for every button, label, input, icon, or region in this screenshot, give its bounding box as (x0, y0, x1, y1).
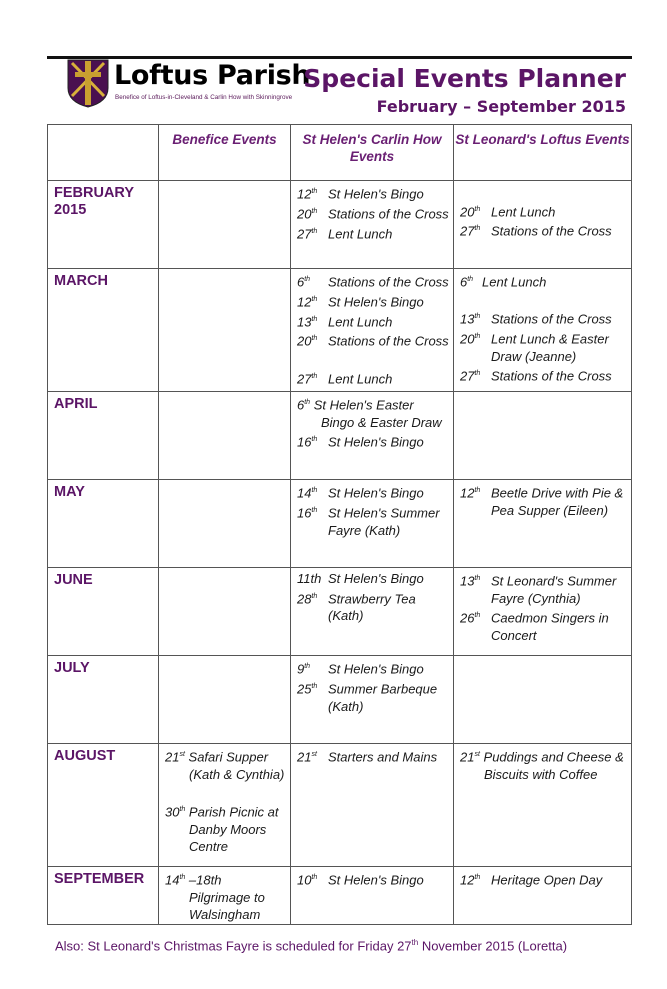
event-date: 14th (297, 485, 318, 501)
event-date: 21st (460, 749, 480, 765)
event-item (297, 431, 449, 451)
event-date: 27th (460, 223, 481, 239)
events-cell-benefice (159, 181, 291, 269)
event-text: St Helen's Bingo (328, 186, 424, 202)
event-date: 20th (460, 203, 481, 219)
event-item (460, 201, 627, 221)
event-text: St Helen's Easter Bingo & Easter Draw (310, 397, 442, 430)
event-item (297, 203, 449, 223)
events-cell-st-helens (291, 867, 454, 925)
event-date: 20th (297, 206, 318, 222)
event-item (297, 658, 449, 678)
events-cell-st-leonards (454, 392, 632, 480)
page-title: Special Events Planner (303, 64, 626, 93)
table-row (48, 480, 632, 568)
event-date: 30th (165, 804, 186, 820)
events-cell-benefice (159, 392, 291, 480)
event-date: 20th (297, 333, 318, 349)
event-date: 12th (297, 186, 318, 202)
event-item (460, 220, 627, 240)
event-item (460, 746, 627, 783)
event-item (297, 330, 449, 350)
event-item (297, 223, 449, 243)
events-cell-st-helens (291, 568, 454, 656)
events-cell-st-leonards (454, 744, 632, 867)
event-item (460, 482, 627, 519)
event-text: Parish Picnic at Danby Moors Centre (185, 804, 279, 855)
event-date: 27th (297, 371, 318, 387)
event-text: Stations of the Cross (491, 311, 612, 327)
event-date: 21st (165, 749, 185, 765)
table-row (48, 568, 632, 656)
event-item (297, 183, 449, 203)
event-text: Beetle Drive with Pie & Pea Supper (Eileen) (491, 485, 624, 518)
table-row (48, 181, 632, 269)
month-label: MAY (48, 480, 159, 568)
column-header-benefice: Benefice Events (159, 125, 291, 181)
event-date: 6th (297, 397, 311, 413)
event-text: Lent Lunch & Easter Draw (Jeanne) (491, 331, 609, 364)
event-text: St Helen's Bingo (328, 661, 424, 677)
column-header-month (48, 125, 159, 181)
event-date: 6th (460, 274, 474, 290)
table-row (48, 269, 632, 392)
logo-tagline: Benefice of Loftus-in-Cleveland & Carlin How with Skinningrove (115, 94, 293, 101)
event-text: Lent Lunch (328, 313, 393, 329)
event-text: St Helen's Bingo (328, 571, 424, 586)
event-date: 11th (297, 571, 322, 586)
event-item (460, 570, 627, 607)
event-item (297, 311, 449, 331)
event-date: 16th (297, 505, 318, 521)
event-text: Safari Supper (Kath & Cynthia) (184, 749, 285, 782)
event-text: St Helen's Summer Fayre (Kath) (328, 505, 440, 538)
events-cell-st-helens (291, 181, 454, 269)
shield-cross-icon (66, 58, 110, 108)
table-header-row (48, 125, 632, 181)
events-cell-st-helens (291, 656, 454, 744)
event-item (297, 271, 449, 291)
event-text: St Leonard's Summer Fayre (Cynthia) (491, 573, 617, 606)
event-item (165, 801, 286, 856)
events-cell-benefice (159, 867, 291, 925)
event-item (460, 607, 627, 644)
month-label: FEBRUARY 2015 (48, 181, 159, 269)
event-item (297, 368, 449, 388)
event-date: 12th (460, 485, 481, 501)
event-date: 9th (297, 661, 311, 677)
event-text: –18th Pilgrimage to Walsingham (185, 872, 265, 923)
event-date: 13th (297, 313, 318, 329)
column-header-st-leonards: St Leonard's Loftus Events (454, 125, 632, 181)
event-item (297, 482, 449, 502)
event-text: Stations of the Cross (328, 274, 449, 290)
event-item (297, 502, 449, 539)
events-cell-st-leonards (454, 269, 632, 392)
event-text: Stations of the Cross (491, 368, 612, 384)
month-label: SEPTEMBER (48, 867, 159, 925)
event-date: 13th (460, 311, 481, 327)
events-cell-benefice (159, 744, 291, 867)
parish-logo (66, 58, 316, 108)
logo-name: Loftus Parish (114, 60, 311, 91)
events-cell-st-leonards (454, 181, 632, 269)
events-cell-benefice (159, 480, 291, 568)
events-cell-st-leonards (454, 867, 632, 925)
event-text: Heritage Open Day (491, 872, 603, 888)
events-cell-benefice (159, 656, 291, 744)
event-text: Lent Lunch (491, 203, 556, 219)
events-cell-st-helens (291, 392, 454, 480)
month-label: JULY (48, 656, 159, 744)
events-cell-st-helens (291, 744, 454, 867)
event-date: 6th (297, 274, 311, 290)
event-item (297, 588, 449, 625)
events-table (47, 124, 632, 925)
event-text: Lent Lunch (328, 225, 393, 241)
event-text: Strawberry Tea (Kath) (328, 590, 416, 624)
table-row (48, 867, 632, 925)
events-cell-st-helens (291, 480, 454, 568)
event-text: Summer Barbeque (Kath) (328, 681, 438, 714)
event-date: 16th (297, 434, 318, 450)
event-text: Stations of the Cross (491, 223, 612, 239)
events-cell-st-leonards (454, 568, 632, 656)
event-text: St Helen's Bingo (328, 434, 424, 450)
event-text: St Helen's Bingo (328, 294, 424, 310)
footer-note: Also: St Leonard's Christmas Fayre is scheduled for Friday 27th November 2015 (Loretta) (55, 938, 568, 954)
events-cell-st-leonards (454, 656, 632, 744)
event-text: Starters and Mains (328, 749, 438, 765)
event-item (460, 328, 627, 365)
events-cell-benefice (159, 568, 291, 656)
month-label: AUGUST (48, 744, 159, 867)
event-item (297, 570, 449, 588)
month-label: APRIL (48, 392, 159, 480)
event-item (460, 308, 627, 328)
event-date: 28th (297, 590, 318, 606)
event-text: Puddings and Cheese & Biscuits with Coffee (479, 749, 624, 782)
table-row (48, 656, 632, 744)
event-item (460, 869, 627, 889)
events-cell-st-helens (291, 269, 454, 392)
event-text: St Helen's Bingo (328, 872, 424, 888)
column-header-st-helens: St Helen's Carlin How Events (291, 125, 454, 181)
event-text: St Helen's Bingo (328, 485, 424, 501)
events-cell-benefice (159, 269, 291, 392)
event-text: Stations of the Cross (328, 206, 449, 222)
event-date: 13th (460, 573, 481, 589)
event-text: Lent Lunch (482, 274, 547, 290)
table-row (48, 744, 632, 867)
month-label: JUNE (48, 568, 159, 656)
events-cell-st-leonards (454, 480, 632, 568)
event-item (297, 678, 449, 715)
event-item (297, 869, 449, 889)
event-date: 12th (460, 872, 481, 888)
event-item (460, 271, 627, 291)
event-item (460, 365, 627, 385)
event-date: 12th (297, 294, 318, 310)
event-date: 26th (460, 610, 481, 626)
event-item (165, 746, 286, 783)
event-date: 10th (297, 872, 318, 888)
event-text: Lent Lunch (328, 371, 393, 387)
event-item (297, 291, 449, 311)
event-date: 14th (165, 872, 186, 888)
event-date: 27th (460, 368, 481, 384)
event-date: 27th (297, 225, 318, 241)
event-item (165, 869, 286, 924)
month-label: MARCH (48, 269, 159, 392)
event-date: 20th (460, 331, 481, 347)
table-row (48, 392, 632, 480)
event-date: 21st (297, 749, 317, 765)
event-item (297, 394, 449, 431)
event-item (297, 746, 449, 766)
event-date: 25th (297, 681, 318, 697)
page-subtitle: February – September 2015 (376, 97, 626, 116)
event-text: Stations of the Cross (328, 333, 449, 349)
event-text: Caedmon Singers in Concert (491, 610, 609, 644)
